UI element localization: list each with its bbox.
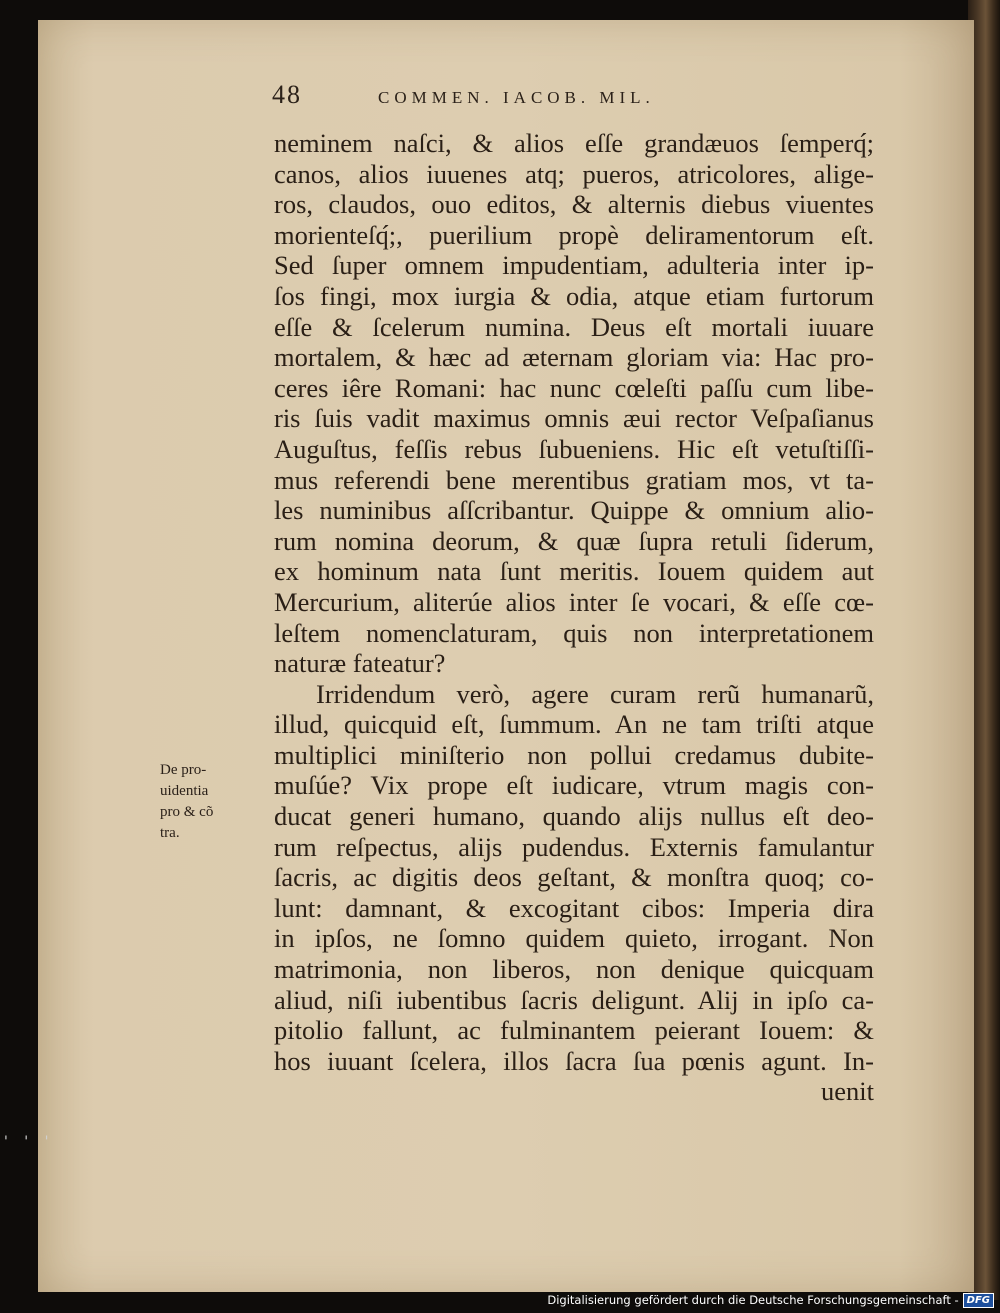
text-line: ſacris, ac digitis deos geſtant, & monſtra quoq; co- [274,862,874,893]
text-line: illud, quicquid eſt, ſummum. An ne tam triſti atque [274,709,874,740]
text-line: hos iuuant ſcelera, illos ſacra ſua pœnis agunt. In- [274,1045,874,1076]
text-line: ceres iêre Romani: hac nunc cœleſti paſſu cum libe- [274,372,874,403]
catchword: uenit [821,1076,874,1107]
body-text [274,128,874,1107]
text-line: lunt: damnant, & excogitant cibos: Imperia dira [274,892,874,923]
text-line: naturæ fateatur? [274,648,446,679]
digitization-credit [547,1291,994,1309]
text-line: ex hominum nata ſunt meritis. Iouem quidem aut [274,556,874,587]
text-line: Mercurium, aliterúe alios inter ſe vocari, & eſſe cœ- [274,586,874,617]
text-line: ris ſuis vadit maximus omnis æui rector Veſpaſianus [274,403,874,434]
paragraph-first-line: Irridendum verò, agere curam rerũ humanarũ, [316,678,874,709]
text-line: in ipſos, ne ſomno quidem quieto, irrogant. Non [274,923,874,954]
text-line: ſos fingi, mox iurgia & odia, atque etiam furtorum [274,280,874,311]
text-line: les numinibus aſſcribantur. Quippe & omnium alio- [274,495,874,526]
page-number: 48 [272,80,302,109]
credit-text: Digitalisierung gefördert durch die Deutsche Forschungsgemeinschaft - [547,1293,959,1307]
dfg-logo: DFG [963,1293,994,1308]
text-line: ros, claudos, ouo editos, & alternis diebus viuentes [274,189,874,220]
text-line: multiplici miniſterio non pollui credamus dubite- [274,739,874,770]
marginal-note [160,760,270,844]
text-line: rum nomina deorum, & quæ ſupra retuli ſiderum, [274,525,874,556]
text-line: rum reſpectus, alijs pudendus. Externis famulantur [274,831,874,862]
marginal-note-line: De pro- [160,762,207,778]
text-line: eſſe & ſcelerum numina. Deus eſt mortali iuuare [274,311,874,342]
text-line: morienteſq́;, puerilium propè deliramentorum eſt. [274,219,874,250]
marginal-note-line: pro & cõ [160,804,214,820]
text-line: matrimonia, non liberos, non denique quicquam [274,954,874,985]
text-line: pitolio fallunt, ac fulminantem peierant Iouem: & [274,1015,874,1046]
running-head [272,80,872,120]
marginal-note-line: tra. [160,825,180,841]
text-line: muſúe? Vix prope eſt iudicare, vtrum magis con- [274,770,874,801]
marginal-note-line: uidentia [160,783,209,799]
text-line: ducat generi humano, quando alijs nullus eſt deo- [274,801,874,832]
running-title: COMMEN. IACOB. MIL. [378,88,655,107]
scan-edge-marks: ' ' ' [4,1134,55,1150]
text-line: leſtem nomenclaturam, quis non interpretationem [274,617,874,648]
text-line: aliud, niſi iubentibus ſacris deligunt. Alij in ipſo ca- [274,984,874,1015]
text-line: mus referendi bene merentibus gratiam mos, vt ta- [274,464,874,495]
text-line: Sed ſuper omnem impudentiam, adulteria inter ip- [274,250,874,281]
text-line: canos, alios iuuenes atq; pueros, atricolores, alige- [274,158,874,189]
text-line: neminem naſci, & alios eſſe grandæuos ſemperq́; [274,128,874,158]
text-line: mortalem, & hæc ad æternam gloriam via: Hac pro- [274,342,874,373]
text-line: Auguſtus, feſſis rebus ſubueniens. Hic eſt vetuſtiſſi- [274,433,874,464]
